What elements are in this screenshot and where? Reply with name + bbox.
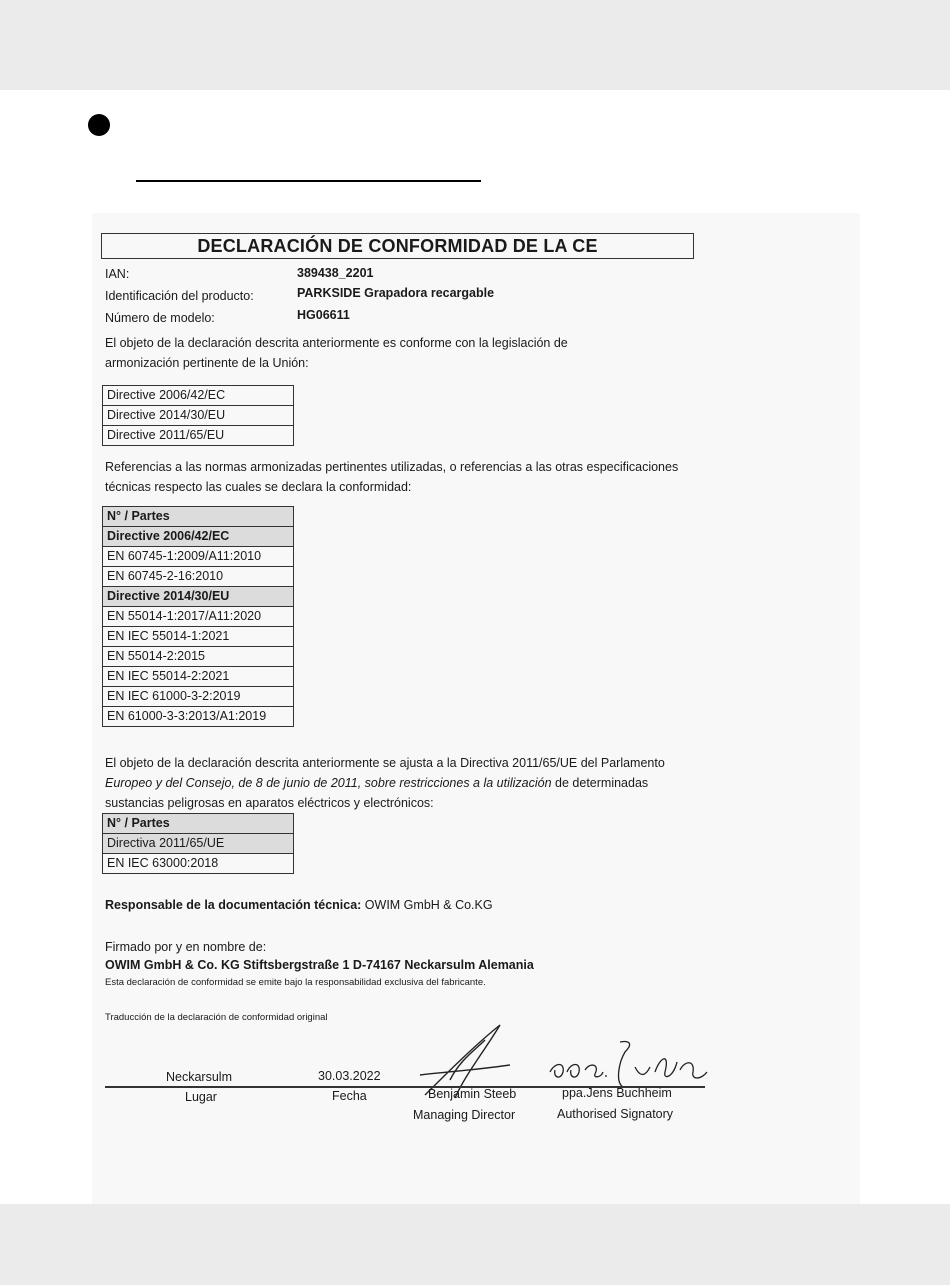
standard-row: [103, 667, 294, 687]
standard-row-cell: EN IEC 61000-3-2:2019: [103, 687, 294, 707]
translation-note: Traducción de la declaración de conformidad original: [105, 1012, 328, 1023]
rohs-row-cell: N° / Partes: [103, 814, 294, 834]
rohs-line-3: sustancias peligrosas en aparatos eléctricos y electrónicos:: [105, 796, 434, 810]
company-address: OWIM GmbH & Co. KG Stiftsbergstraße 1 D-74167 Neckarsulm Alemania: [105, 958, 534, 972]
directive-row-cell: Directive 2006/42/EC: [103, 386, 294, 406]
standard-row-cell: N° / Partes: [103, 507, 294, 527]
ian-label: IAN:: [105, 267, 130, 281]
directive-row: [103, 386, 294, 406]
references-line-1: Referencias a las normas armonizadas pertinentes utilizadas, o referencias a las otras especificaciones: [105, 460, 679, 474]
standard-row: [103, 607, 294, 627]
signer2-role: Authorised Signatory: [557, 1107, 674, 1121]
intro-line-2: armonización pertinente de la Unión:: [105, 356, 309, 370]
place-value: Neckarsulm: [166, 1070, 232, 1084]
product-id-label: Identificación del producto:: [105, 289, 254, 303]
references-line-2: técnicas respecto las cuales se declara la conformidad:: [105, 480, 412, 494]
heading-rule: [136, 180, 481, 182]
signer2-name: ppa.Jens Buchheim: [562, 1086, 672, 1100]
rohs-line-1: El objeto de la declaración descrita anteriormente se ajusta a la Directiva 2011/65/UE del Parlamento: [105, 756, 665, 770]
standard-row-cell: EN 55014-2:2015: [103, 647, 294, 667]
date-label: Fecha: [332, 1089, 367, 1103]
section-bullet-icon: [88, 114, 110, 136]
standard-row: [103, 547, 294, 567]
directive-row-cell: Directive 2011/65/EU: [103, 426, 294, 446]
standard-row: [103, 627, 294, 647]
rohs-paragraph: [105, 753, 705, 813]
model-number-value: HG06611: [297, 308, 350, 322]
standard-row-cell: Directive 2014/30/EU: [103, 587, 294, 607]
model-number-label: Número de modelo:: [105, 311, 215, 325]
top-band: [0, 0, 950, 90]
intro-paragraph: [105, 333, 705, 373]
rohs-line-2: [105, 773, 705, 793]
standard-row: [103, 687, 294, 707]
standard-row: [103, 647, 294, 667]
standard-row: [103, 527, 294, 547]
standard-row-cell: EN 60745-2-16:2010: [103, 567, 294, 587]
rohs-line-2-italic: Europeo y del Consejo, de 8 de junio de 2011, sobre restricciones a la utilización: [105, 776, 552, 790]
standard-row: [103, 507, 294, 527]
responsible-line: [105, 898, 493, 912]
date-value: 30.03.2022: [318, 1069, 381, 1083]
standard-row: [103, 567, 294, 587]
standard-row: [103, 587, 294, 607]
standard-row-cell: EN 61000-3-3:2013/A1:2019: [103, 707, 294, 727]
standard-row-cell: Directive 2006/42/EC: [103, 527, 294, 547]
bottom-band: [0, 1204, 950, 1285]
rohs-row-cell: EN IEC 63000:2018: [103, 854, 294, 874]
standard-row-cell: EN IEC 55014-1:2021: [103, 627, 294, 647]
directive-row-cell: Directive 2014/30/EU: [103, 406, 294, 426]
references-paragraph: [105, 457, 705, 497]
rohs-table: [102, 813, 294, 874]
standard-row-cell: EN IEC 55014-2:2021: [103, 667, 294, 687]
signer1-name: Benjamin Steeb: [428, 1087, 517, 1101]
ian-value: 389438_2201: [297, 266, 374, 280]
directive-row: [103, 426, 294, 446]
place-label: Lugar: [185, 1090, 217, 1104]
signer1-role: Managing Director: [413, 1108, 516, 1122]
standards-table: [102, 506, 294, 727]
rohs-row: [103, 834, 294, 854]
declaration-title: DECLARACIÓN DE CONFORMIDAD DE LA CE: [101, 233, 694, 259]
rohs-line-2-rest: de determinadas: [551, 776, 649, 790]
product-id-value: PARKSIDE Grapadora recargable: [297, 286, 495, 300]
standard-row-cell: EN 60745-1:2009/A11:2010: [103, 547, 294, 567]
responsible-value: OWIM GmbH & Co.KG: [361, 898, 493, 912]
standard-row-cell: EN 55014-1:2017/A11:2020: [103, 607, 294, 627]
standard-row: [103, 707, 294, 727]
responsibility-note: Esta declaración de conformidad se emite bajo la responsabilidad exclusiva del fabricante.: [105, 977, 486, 988]
rohs-row-cell: Directiva 2011/65/UE: [103, 834, 294, 854]
directive-row: [103, 406, 294, 426]
rohs-row: [103, 814, 294, 834]
responsible-label: Responsable de la documentación técnica:: [105, 898, 362, 912]
signed-for-label: Firmado por y en nombre de:: [105, 940, 267, 954]
intro-line-1: El objeto de la declaración descrita anteriormente es conforme con la legislación de: [105, 336, 568, 350]
directives-table: [102, 385, 294, 446]
rohs-row: [103, 854, 294, 874]
